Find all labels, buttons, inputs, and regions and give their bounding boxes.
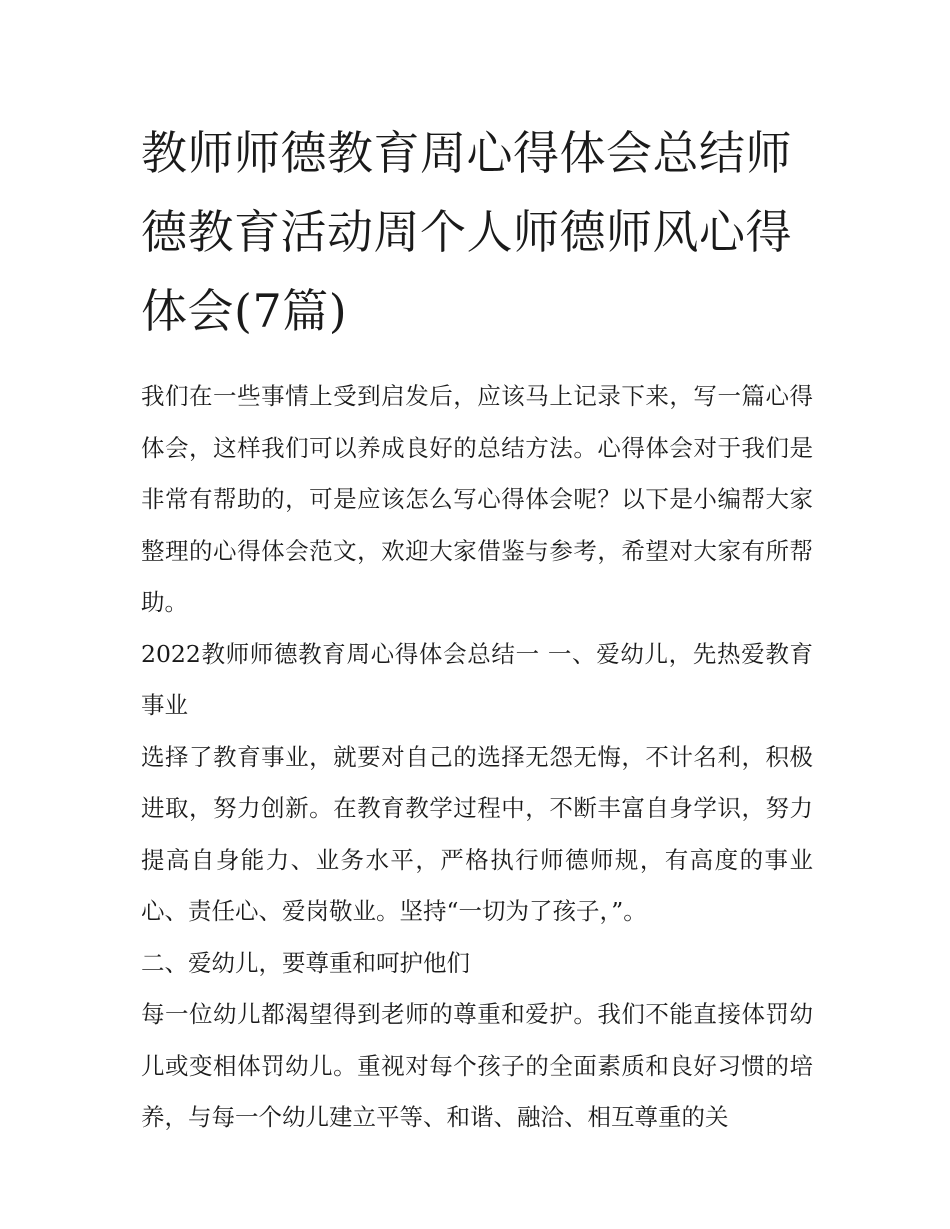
intro-paragraph: 我们在一些事情上受到启发后，应该马上记录下来，写一篇心得体会，这样我们可以养成良好的总结方法。心得体会对于我们是非常有帮助的，可是应该怎么写心得体会呢？以下是小编帮大家整理的心得体会范文，欢迎大家借鉴与参考，希望对大家有所帮助。 — [141, 382, 813, 616]
document-title: 教师师德教育周心得体会总结师德教育活动周个人师德师风心得体会(7篇) — [141, 126, 792, 338]
body-paragraph-2: 每一位幼儿都渴望得到老师的尊重和爱护。我们不能直接体罚幼儿或变相体罚幼儿。重视对每个孩子的全面素质和良好习惯的培养，与每一个幼儿建立平等、和谐、融洽、相互尊重的关 — [141, 1000, 813, 1131]
document-page — [141, 114, 813, 1144]
body-paragraph-1: 选择了教育事业，就要对自己的选择无怨无悔，不计名利，积极进取，努力创新。在教育教学过程中，不断丰富自身学识，努力提高自身能力、业务水平，严格执行师德师规，有高度的事业心、责任心、爱岗敬业。坚持“一切为了孩子，”。 — [141, 742, 813, 925]
section-heading-2: 二、爱幼儿，要尊重和呵护他们 — [141, 948, 470, 977]
section-heading-1: 2022教师师德教育周心得体会总结一 一、爱幼儿，先热爱教育事业 — [141, 639, 813, 719]
